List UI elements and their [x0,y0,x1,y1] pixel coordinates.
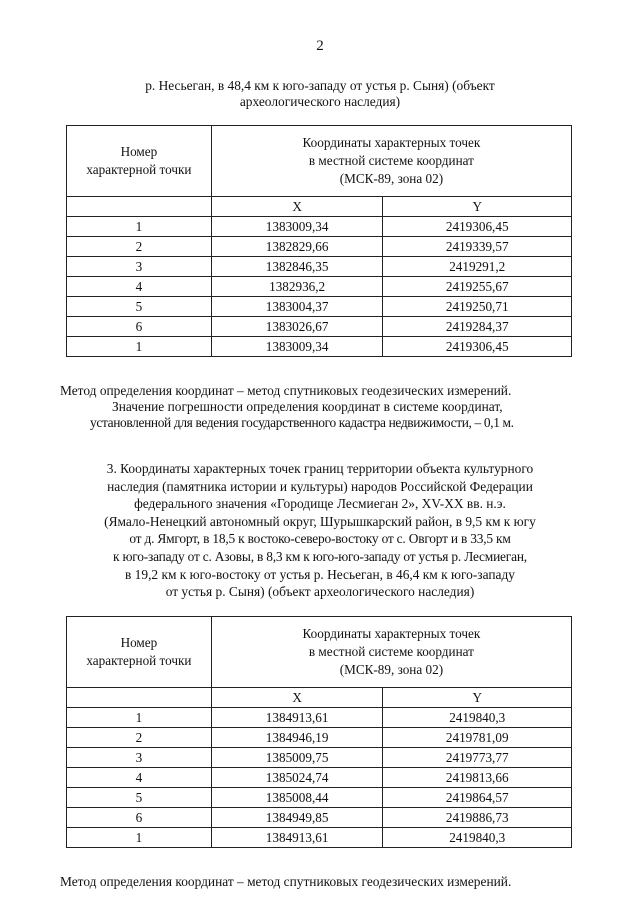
y-coordinate-cell: 2419291,2 [383,257,572,277]
point-number-cell: 4 [67,768,212,788]
point-number-cell: 6 [67,808,212,828]
x-coordinate-cell: 1382846,35 [211,257,383,277]
section3-title-line: (Ямало-Ненецкий автономный округ, Шурышкарский район, в 9,5 км к югу [104,513,536,529]
y-coordinate-cell: 2419306,45 [383,337,572,357]
x-coordinate-cell: 1383026,67 [211,317,383,337]
x-coordinate-cell: 1385024,74 [211,768,383,788]
y-coordinate-cell: 2419284,37 [383,317,572,337]
header-coordinates: Координаты характерных точек в местной системе координат (МСК-89, зона 02) [211,617,571,688]
y-coordinate-cell: 2419840,3 [383,828,572,848]
section1-title [0,78,640,110]
point-number-cell: 1 [67,217,212,237]
section3-title-line: наследия (памятника истории и культуры) народов Российской Федерации [107,478,533,494]
point-number-cell: 1 [67,828,212,848]
point-number-cell: 2 [67,728,212,748]
table-row [67,808,572,828]
coordinates-table-2 [66,616,572,848]
table-row [67,317,572,337]
x-coordinate-cell: 1382936,2 [211,277,383,297]
section3-title-line: федерального значения «Городище Лесмиеган 2», XV-XX вв. н.э. [134,496,506,512]
accuracy-line: Значение погрешности определения координат в системе координат, [112,399,503,414]
point-number-cell: 5 [67,788,212,808]
point-number-cell: 4 [67,277,212,297]
point-number-cell: 1 [67,337,212,357]
coordinates-table-1 [66,125,572,357]
y-coordinate-cell: 2419781,09 [383,728,572,748]
header-y: Y [383,688,572,708]
y-coordinate-cell: 2419773,77 [383,748,572,768]
x-coordinate-cell: 1383004,37 [211,297,383,317]
table-row [67,768,572,788]
point-number-cell: 2 [67,237,212,257]
table-row [67,297,572,317]
table-row [67,728,572,748]
header-y: Y [383,197,572,217]
y-coordinate-cell: 2419840,3 [383,708,572,728]
table-row [67,788,572,808]
x-coordinate-cell: 1384949,85 [211,808,383,828]
table-row [67,217,572,237]
page-number: 2 [316,38,324,54]
y-coordinate-cell: 2419886,73 [383,808,572,828]
table-row [67,257,572,277]
section1-method [60,383,620,431]
point-number-cell: 5 [67,297,212,317]
x-coordinate-cell: 1385009,75 [211,748,383,768]
x-coordinate-cell: 1382829,66 [211,237,383,257]
section3-title-line: 3. Координаты характерных точек границ территории объекта культурного [106,461,534,476]
header-point-number: Номер характерной точки [67,126,212,197]
accuracy-line: установленной для ведения государственного кадастра недвижимости, – 0,1 м. [90,415,514,430]
point-number-cell: 6 [67,317,212,337]
section3-title-line: от устья р. Сыня) (объект археологического наследия) [165,584,475,600]
point-number-cell: 3 [67,748,212,768]
y-coordinate-cell: 2419813,66 [383,768,572,788]
x-coordinate-cell: 1385008,44 [211,788,383,808]
y-coordinate-cell: 2419250,71 [383,297,572,317]
section1-title-line: р. Несьеган, в 48,4 км к юго-западу от устья р. Сыня) (объект [145,78,495,93]
table-row [67,337,572,357]
section3-method [60,874,620,890]
header-coordinates: Координаты характерных точек в местной системе координат (МСК-89, зона 02) [211,126,571,197]
x-coordinate-cell: 1383009,34 [211,217,383,237]
header-x: X [211,688,383,708]
header-point-number: Номер характерной точки [67,617,212,688]
section3-title-line: к юго-западу от с. Азовы, в 8,3 км к юго-юго-западу от устья р. Лесмиеган, [113,548,527,564]
section3-title-line: в 19,2 км к юго-востоку от устья р. Несьеган, в 46,4 км к юго-западу [125,566,515,582]
section3-title [0,460,640,601]
x-coordinate-cell: 1384913,61 [211,708,383,728]
y-coordinate-cell: 2419339,57 [383,237,572,257]
point-number-cell: 3 [67,257,212,277]
header-x: X [211,197,383,217]
x-coordinate-cell: 1384913,61 [211,828,383,848]
table-row [67,708,572,728]
point-number-cell: 1 [67,708,212,728]
x-coordinate-cell: 1384946,19 [211,728,383,748]
section3-title-line: от д. Ямгорт, в 18,5 к востоко-северо-востоку от с. Овгорт и в 33,5 км [129,531,511,547]
table-row [67,277,572,297]
table-row [67,828,572,848]
section1-title-line: археологического наследия) [239,94,401,109]
y-coordinate-cell: 2419306,45 [383,217,572,237]
table-row [67,237,572,257]
x-coordinate-cell: 1383009,34 [211,337,383,357]
y-coordinate-cell: 2419864,57 [383,788,572,808]
table-row [67,748,572,768]
method-line: Метод определения координат – метод спутниковых геодезических измерений. [60,383,512,398]
method-line: Метод определения координат – метод спутниковых геодезических измерений. [60,874,512,889]
y-coordinate-cell: 2419255,67 [383,277,572,297]
